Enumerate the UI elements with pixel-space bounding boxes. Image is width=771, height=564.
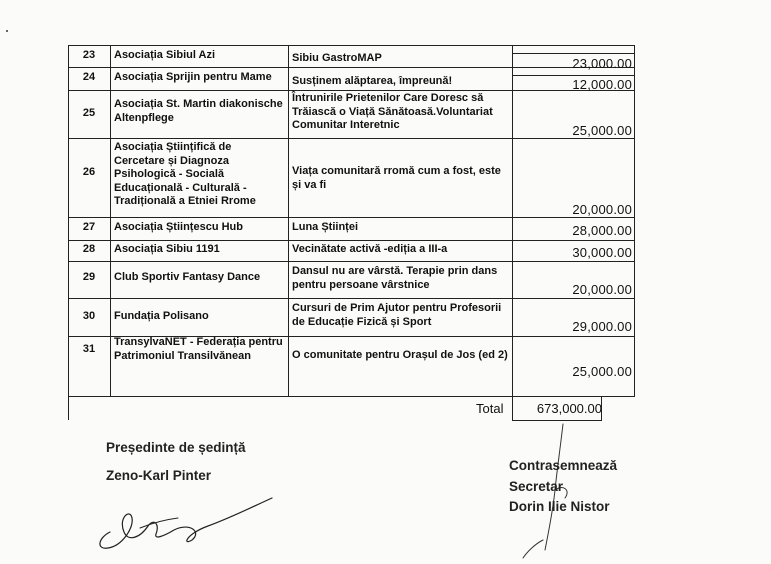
secretary-role: Secretar (509, 479, 564, 494)
project: Luna Științei (292, 221, 358, 233)
president-signature (90, 488, 290, 558)
project: O comunitate pentru Orașul de Jos (ed 2) (292, 349, 508, 361)
countersign-title: Contrasemnează (509, 458, 618, 473)
project: Cursuri de Prim Ajutor pentru Profesorii de Educație Fizică și Sport (292, 302, 502, 328)
row-number: 30 (82, 310, 96, 322)
amount: 20,000.00 (572, 202, 632, 217)
organization: Asociația Științescu Hub (114, 221, 243, 233)
project: Vecinătate activă -ediția a III-a (292, 243, 448, 255)
row-number: 28 (82, 243, 96, 255)
amount: 20,000.00 (572, 282, 632, 297)
organization: Asociația St. Martin diakonische Altenpflege (114, 98, 283, 124)
organization: Asociația Sprijin pentru Mame (114, 71, 272, 83)
row-number: 25 (82, 107, 96, 119)
amount: 23,000.00 (572, 56, 632, 71)
row-number: 27 (82, 221, 96, 233)
project: Sibiu GastroMAP (292, 52, 382, 64)
amount: 29,000.00 (572, 319, 632, 334)
project: Întrunirile Prietenilor Care Doresc să Trăiască o Viață Sănătoasă.Voluntariat Comunitar Interetnic (292, 92, 493, 131)
row-number: 29 (82, 271, 96, 283)
organization: Asociația Sibiul Azi (114, 49, 216, 61)
amount: 25,000.00 (572, 364, 632, 379)
row-number: 24 (82, 71, 96, 83)
organization: Club Sportiv Fantasy Dance (114, 271, 261, 283)
organization: Asociația Științifică de Cercetare și Diagnoza Psihologică - Socială Educațională - Culturală - Tradițională a Etniei Rrome (114, 141, 256, 207)
president-title: Președinte de ședință (106, 440, 246, 455)
total-value: 673,000.00 (536, 401, 602, 416)
project: Viața comunitară rromă cum a fost, este și va fi (292, 165, 501, 191)
row-number: 26 (82, 166, 96, 178)
row-number: 23 (82, 49, 96, 61)
amount: 25,000.00 (572, 123, 632, 138)
organization: Fundația Polisano (114, 310, 209, 322)
project: Susținem alăptarea, împreună! (292, 75, 453, 87)
total-label: Total (476, 401, 504, 416)
amount: 12,000.00 (572, 77, 632, 92)
row-number: 31 (82, 343, 96, 355)
organization: Asociația Sibiu 1191 (114, 243, 220, 255)
amount: 28,000.00 (572, 223, 632, 238)
secretary-name: Dorin Ilie Nistor (509, 499, 610, 514)
president-name: Zeno-Karl Pinter (106, 468, 212, 483)
amount: 30,000.00 (572, 245, 632, 260)
organization: TransylvaNET - Federația pentru Patrimoniul Transilvănean (114, 336, 283, 362)
project: Dansul nu are vârstă. Terapie prin dans pentru persoane vârstnice (292, 265, 498, 291)
